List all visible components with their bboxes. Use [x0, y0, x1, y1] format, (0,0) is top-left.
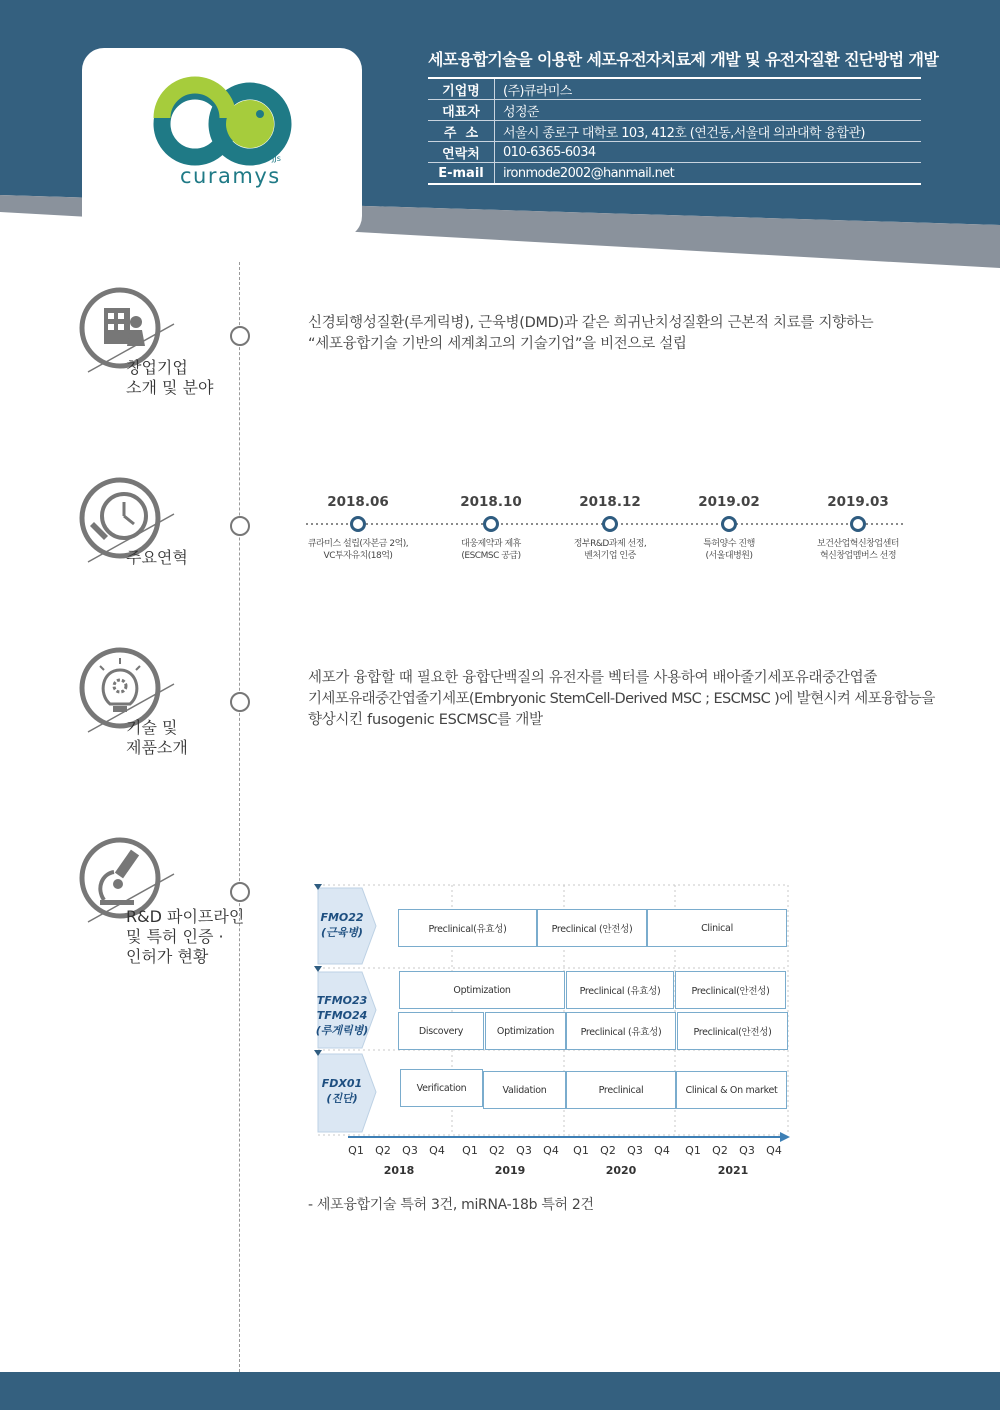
section-title-history: 주요연혁 — [126, 548, 188, 567]
intro-text: 신경퇴행성질환(루게릭병), 근육병(DMD)과 같은 희귀난치성질환의 근본적 치료를 지향하는 “세포융합기술 기반의 세계최고의 기술기업”을 비전으로 설립 — [308, 315, 874, 352]
patent-note: - 세포융합기술 특허 3건, miRNA-18b 특허 2건 — [308, 1197, 594, 1213]
section-title-intro: 창업기업 소개 및 분야 — [126, 358, 214, 397]
section-node — [230, 692, 250, 712]
section-node — [230, 882, 250, 902]
timeline-dot — [850, 516, 866, 532]
time-axis-arrow — [348, 1131, 790, 1143]
pipeline-bar: Preclinical (안전성) — [537, 909, 647, 947]
info-row: 대표자 성정준 — [428, 100, 921, 121]
pipeline-bar: Optimization — [485, 1012, 566, 1050]
tech-text: 세포가 융합할 때 필요한 융합단백질의 유전자를 벡터를 사용하여 배아줄기세포유래중간엽줄 기세포유래중간엽줄기세포(Embryonic StemCell-Derived MSC ; ESCMSC )에 발현시켜 세포융합능을 향상시킨 fusogenic ESCMSC를 개발 — [308, 670, 935, 728]
info-row: 기업명 (주)큐라미스 — [428, 78, 921, 100]
pipeline-bar: Preclinical (유효성) — [566, 971, 674, 1009]
pipeline-bar: Clinical — [647, 909, 787, 947]
company-title: 세포융합기술을 이용한 세포유전자치료제 개발 및 유전자질환 진단방법 개발 — [428, 50, 939, 69]
timeline-dot — [350, 516, 366, 532]
pipeline-bar: Clinical & On market — [676, 1071, 787, 1109]
pipeline-label: FDX01 (진단) — [321, 1077, 363, 1105]
info-row: 주 소 서울시 종로구 대학로 103, 412호 (연건동,서울대 의과대학 융합관) — [428, 121, 921, 142]
company-info-table — [428, 77, 921, 185]
pipeline-bar: Preclinical(유효성) — [398, 909, 537, 947]
timeline-dot — [721, 516, 737, 532]
logo-text: curamys — [180, 164, 281, 188]
pipeline-bar: Verification — [400, 1069, 483, 1107]
pipeline-bar: Preclinical(안전성) — [675, 971, 786, 1009]
pipeline-bar: Discovery — [398, 1012, 484, 1050]
pipeline-bar: Validation — [483, 1071, 566, 1109]
logo-card — [82, 48, 362, 238]
section-node — [230, 326, 250, 346]
section-title-rnd: R&D 파이프라인 및 특허 인증 · 인허가 현황 — [126, 907, 245, 966]
info-row: 연락처 010-6365-6034 — [428, 142, 921, 163]
timeline-dot — [483, 516, 499, 532]
pipeline-bar: Preclinical (유효성) — [566, 1012, 676, 1050]
timeline-dot — [602, 516, 618, 532]
pipeline-bar: Preclinical(안전성) — [677, 1012, 788, 1050]
footer-band — [0, 1372, 1000, 1410]
pipeline-label: TFMO23 TFMO24 (루게릭병) — [315, 994, 369, 1037]
pipeline-bar: Preclinical — [566, 1071, 676, 1109]
info-row: E-mail ironmode2002@hanmail.net — [428, 163, 921, 185]
section-divider-line — [239, 262, 240, 1372]
pipeline-label: FMO22 (근육병) — [320, 911, 364, 939]
section-node — [230, 516, 250, 536]
logo-badge: JJs — [272, 154, 281, 163]
section-title-tech: 기술 및 제품소개 — [126, 718, 188, 757]
pipeline-bar: Optimization — [399, 971, 565, 1009]
pipeline-chart: FMO22 (근육병) TFMO23 TFMO24 (루게릭병) FDX01 (진단) Preclinical(유효성) Preclinical (안전성) Clinical Optimization Preclinical (유효성) Preclinical(안전성) Discovery Optimization Preclinical (유효성) Preclinical(안전성) Verification Validation Preclinical Clinical & On market Q1 Q2 Q3 Q4 Q1 Q2 Q3 Q4 Q1 Q2 Q3 Q4 Q1 Q2 Q3 Q4 2018 2019 2020 2021 — [310, 880, 800, 1180]
